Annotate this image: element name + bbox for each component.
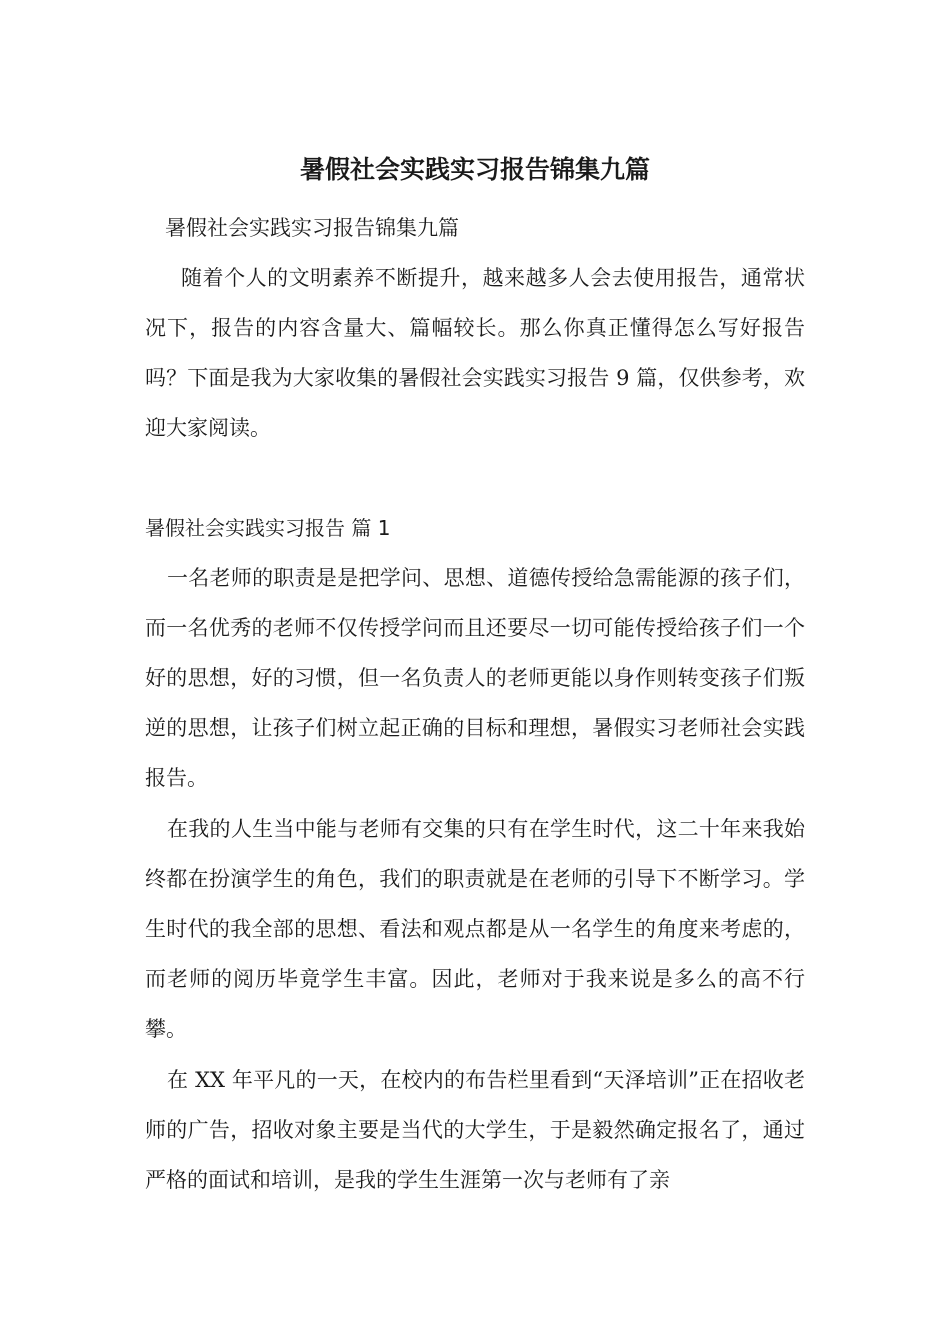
body-paragraph: 一名老师的职责是是把学问、思想、道德传授给急需能源的孩子们，而一名优秀的老师不仅传授学问而且还要尽一切可能传授给孩子们一个好的思想，好的习惯，但一名负责人的老师更能以身作则转变孩子们叛逆的思想，让孩子们树立起正确的目标和理想，暑假实习老师社会实践报告。	[145, 566, 805, 790]
body-paragraph: 在 XX 年平凡的一天，在校内的布告栏里看到“天泽培训”正在招收老师的广告，招收对象主要是当代的大学生，于是毅然确定报名了，通过严格的面试和培训，是我的学生生涯第一次与老师有了亲	[145, 1068, 805, 1192]
document-title: 暑假社会实践实习报告锦集九篇	[299, 155, 650, 184]
intro-paragraph: 随着个人的文明素养不断提升，越来越多人会去使用报告，通常状况下，报告的内容含量大、篇幅较长。那么你真正懂得怎么写好报告吗？下面是我为大家收集的暑假社会实践实习报告 9 篇，仅供参考，欢迎大家阅读。	[145, 266, 805, 440]
document-body	[145, 203, 805, 1205]
section-heading: 暑假社会实践实习报告 篇 1	[145, 516, 391, 540]
blank-line	[145, 453, 805, 503]
document-subtitle: 暑假社会实践实习报告锦集九篇	[165, 216, 459, 240]
body-paragraph: 在我的人生当中能与老师有交集的只有在学生时代，这二十年来我始终都在扮演学生的角色，我们的职责就是在老师的引导下不断学习。学生时代的我全部的思想、看法和观点都是从一名学生的角度来考虑的，而老师的阅历毕竟学生丰富。因此，老师对于我来说是多么的高不行攀。	[145, 817, 805, 1041]
